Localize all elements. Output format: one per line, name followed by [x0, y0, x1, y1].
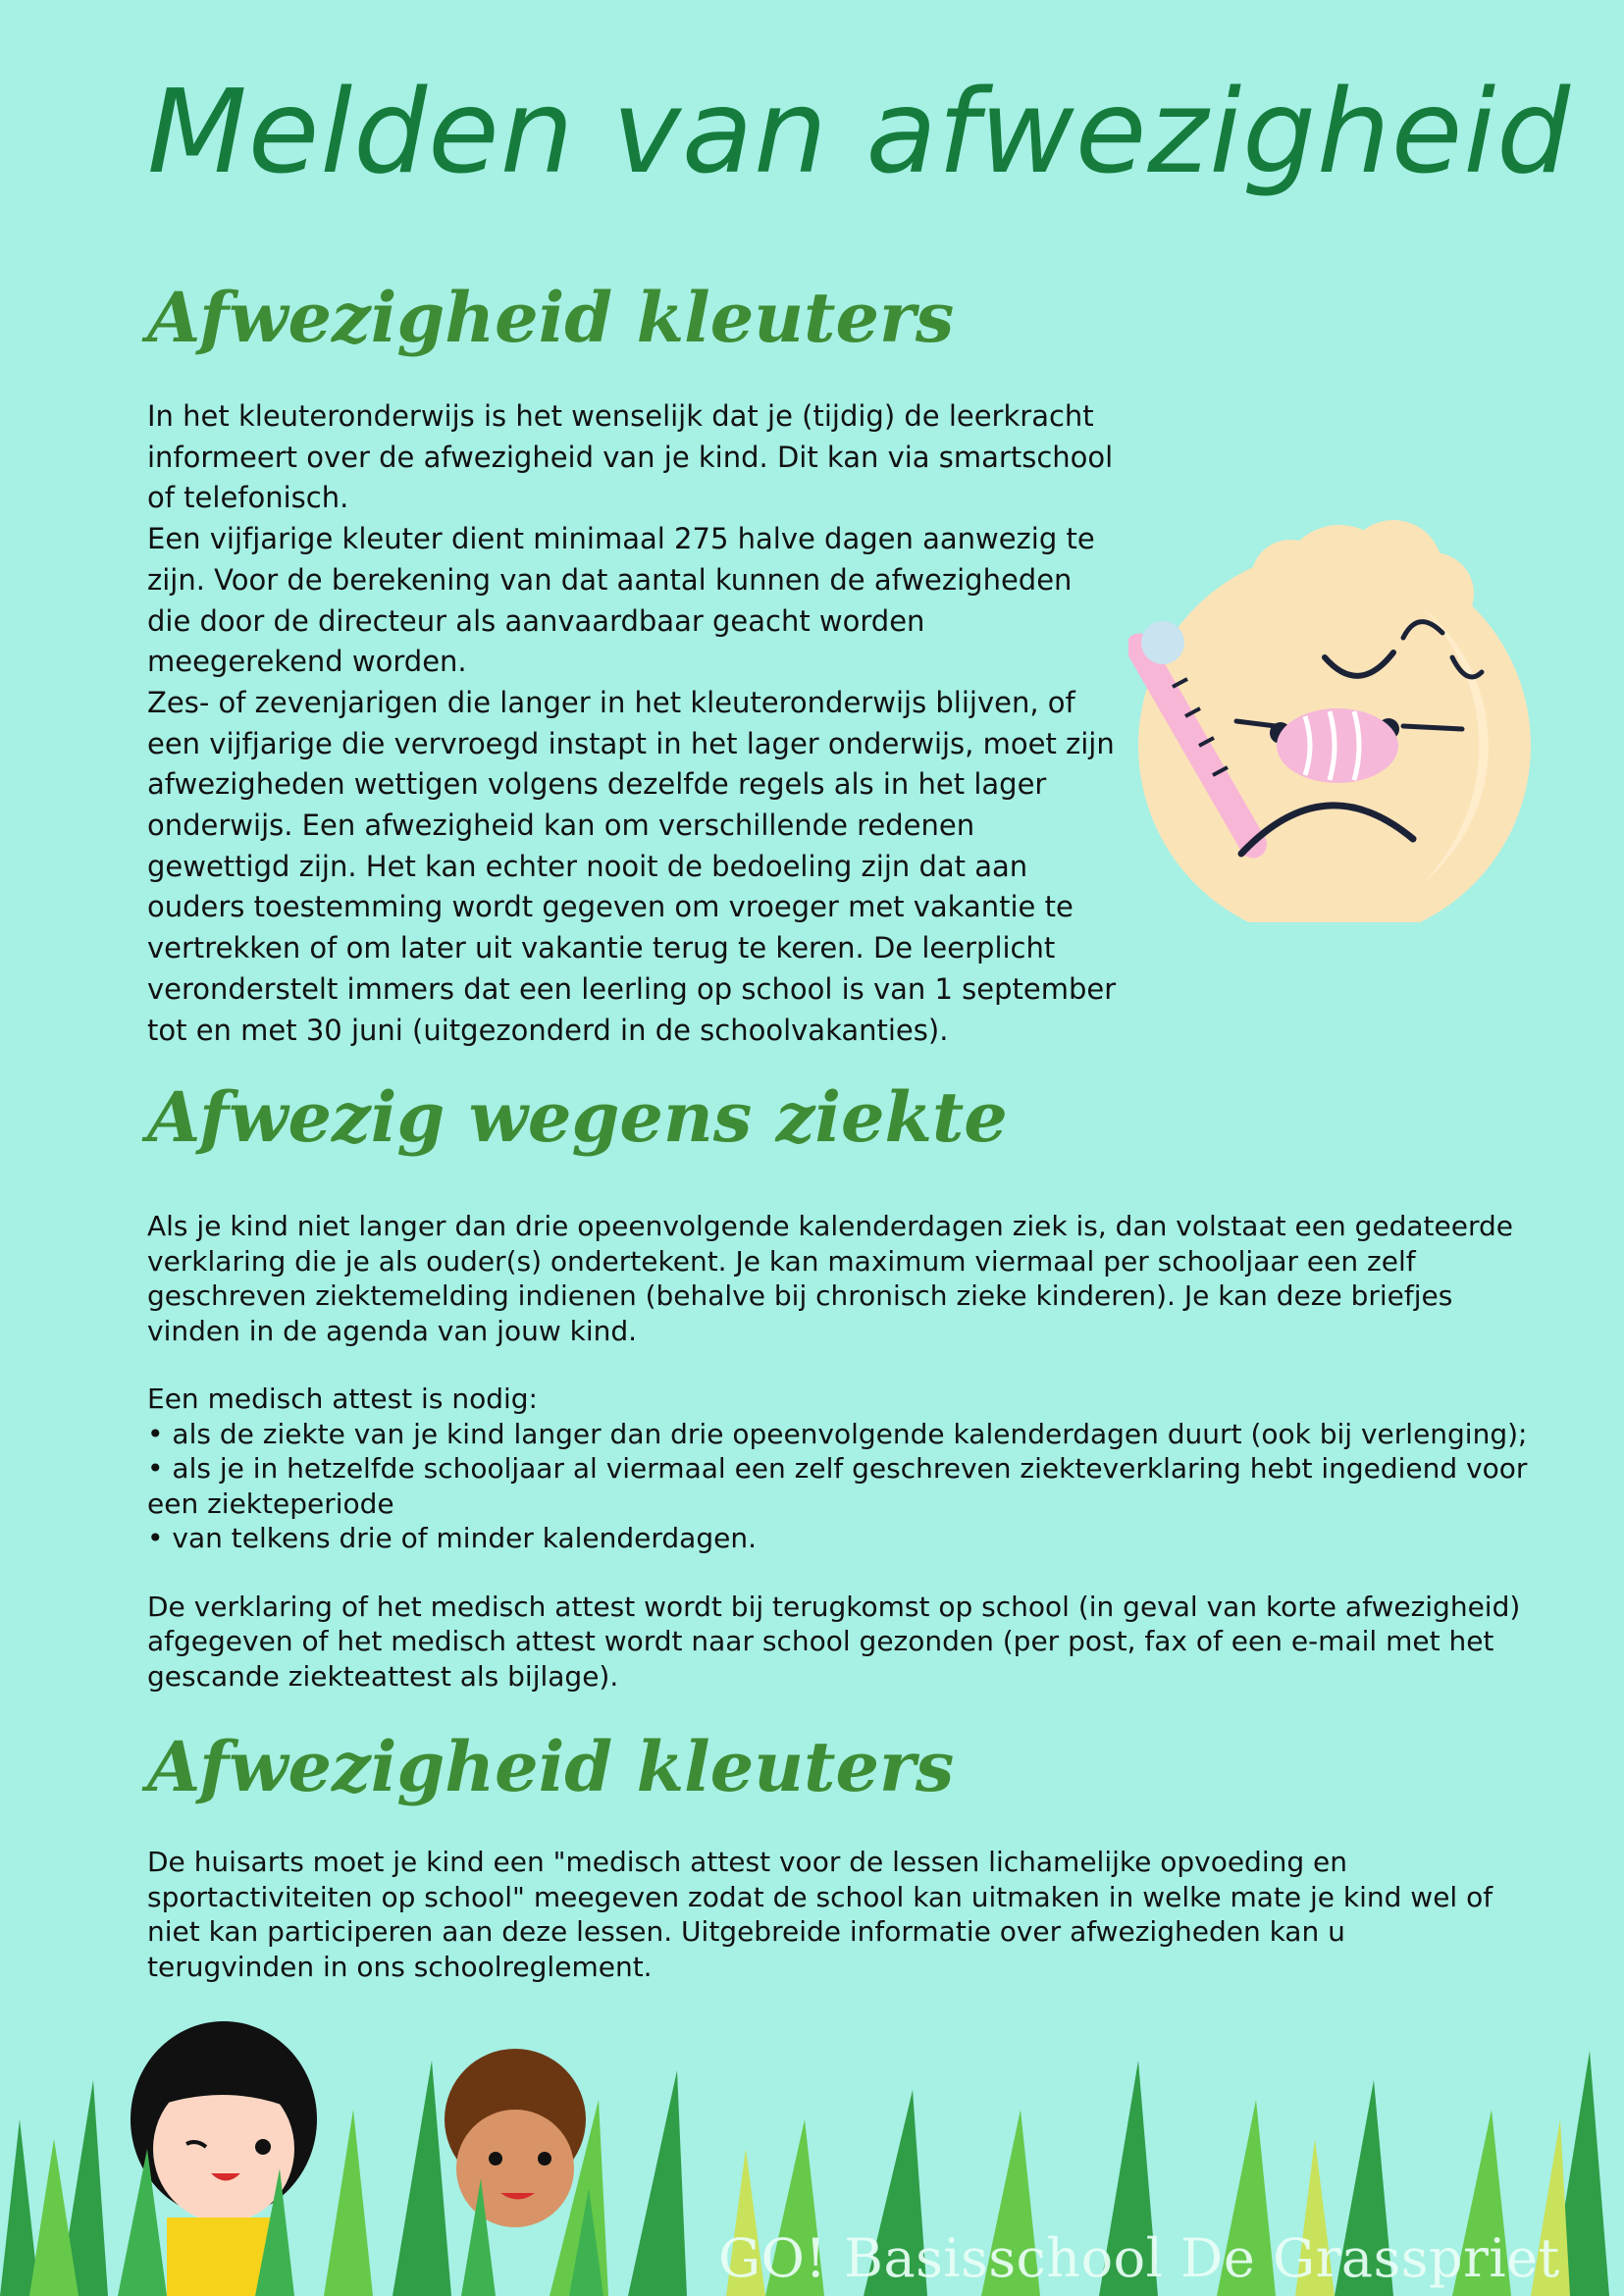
text-line: tot en met 30 juni (uitgezonderd in de schoolvakanties). [147, 1013, 949, 1047]
section-heading-kleuters: Afwezigheid kleuters [147, 277, 955, 358]
text-line: Als je kind niet langer dan drie opeenvolgende kalenderdagen ziek is, dan volstaat een gedateerde [147, 1210, 1513, 1242]
school-name: GO! Basisschool De Grasspriet [718, 2227, 1560, 2289]
boy-icon [445, 2049, 586, 2227]
text-line: zijn. Voor de berekening van dat aantal kunnen de afwezigheden [147, 562, 1073, 597]
text-line: gescande ziekteattest als bijlage). [147, 1659, 619, 1693]
section-body-kleuters [147, 396, 1116, 1051]
section-body-ziekte [147, 1209, 1536, 1694]
text-line: onderwijs. Een afwezigheid kan om verschillende redenen [147, 809, 975, 843]
text-line: afgegeven of het medisch attest wordt naar school gezonden (per post, fax of een e-mail met het [147, 1625, 1494, 1657]
text-line: een vijfjarige die vervroegd instapt in het lager onderwijs, moet zijn [147, 726, 1115, 760]
text-line: een ziekteperiode [147, 1487, 394, 1520]
text-line: informeert over de afwezigheid van je kind. Dit kan via smartschool [147, 440, 1114, 474]
text-line: gewettigd zijn. Het kan echter nooit de bedoeling zijn dat aan [147, 849, 1028, 883]
text-line: Een vijfjarige kleuter dient minimaal 275 halve dagen aanwezig te [147, 522, 1095, 556]
text-line: die door de directeur als aanvaardbaar geacht worden [147, 603, 925, 638]
text-line: veronderstelt immers dat een leerling op school is van 1 september [147, 971, 1117, 1006]
text-line: Een medisch attest is nodig: [147, 1383, 538, 1415]
text-line: verklaring die je als ouder(s) ondertekent. Je kan maximum viermaal per schooljaar een zelf [147, 1244, 1416, 1278]
section-heading-ziekte: Afwezig wegens ziekte [147, 1076, 1008, 1158]
text-line: geschreven ziektemelding indienen (behalve bij chronisch zieke kinderen). Je kan deze briefjes [147, 1279, 1453, 1312]
text-line: of telefonisch. [147, 481, 349, 515]
text-line: De verklaring of het medisch attest wordt bij terugkomst op school (in geval van korte afwezigheid) [147, 1590, 1521, 1623]
text-line: ouders toestemming wordt gegeven om vroeger met vakantie te [147, 890, 1074, 924]
text-line: niet kan participeren aan deze lessen. Uitgebreide informatie over afwezigheden kan u [147, 1915, 1345, 1948]
text-line: In het kleuteronderwijs is het wenselijk dat je (tijdig) de leerkracht [147, 399, 1094, 433]
list-item: • als je in hetzelfde schooljaar al viermaal een zelf geschreven ziekteverklaring hebt ingediend voor [147, 1452, 1528, 1485]
text-line: Zes- of zevenjarigen die langer in het kleuteronderwijs blijven, of [147, 685, 1075, 719]
text-line: meegerekend worden. [147, 645, 467, 679]
text-line: vinden in de agenda van jouw kind. [147, 1314, 638, 1347]
sick-face-icon [1128, 500, 1541, 922]
text-line: De huisarts moet je kind een "medisch attest voor de lessen lichamelijke opvoeding en [147, 1846, 1348, 1878]
list-item: • van telkens drie of minder kalenderdagen. [147, 1522, 757, 1554]
section-heading-kleuters-2: Afwezigheid kleuters [147, 1726, 955, 1807]
text-line: vertrekken of om later uit vakantie terug te keren. De leerplicht [147, 931, 1056, 965]
page-title: Melden van afwezigheid [147, 64, 1572, 199]
list-item: • als de ziekte van je kind langer dan drie opeenvolgende kalenderdagen duurt (ook bij verlenging); [147, 1417, 1528, 1450]
text-line: afwezigheden wettigen volgens dezelfde regels als in het lager [147, 767, 1047, 802]
text-line: sportactiviteiten op school" meegeven zodat de school kan uitmaken in welke mate je kind wel of [147, 1880, 1493, 1913]
text-line: terugvinden in ons schoolreglement. [147, 1950, 653, 1983]
section-body-kleuters-2 [147, 1845, 1536, 1984]
